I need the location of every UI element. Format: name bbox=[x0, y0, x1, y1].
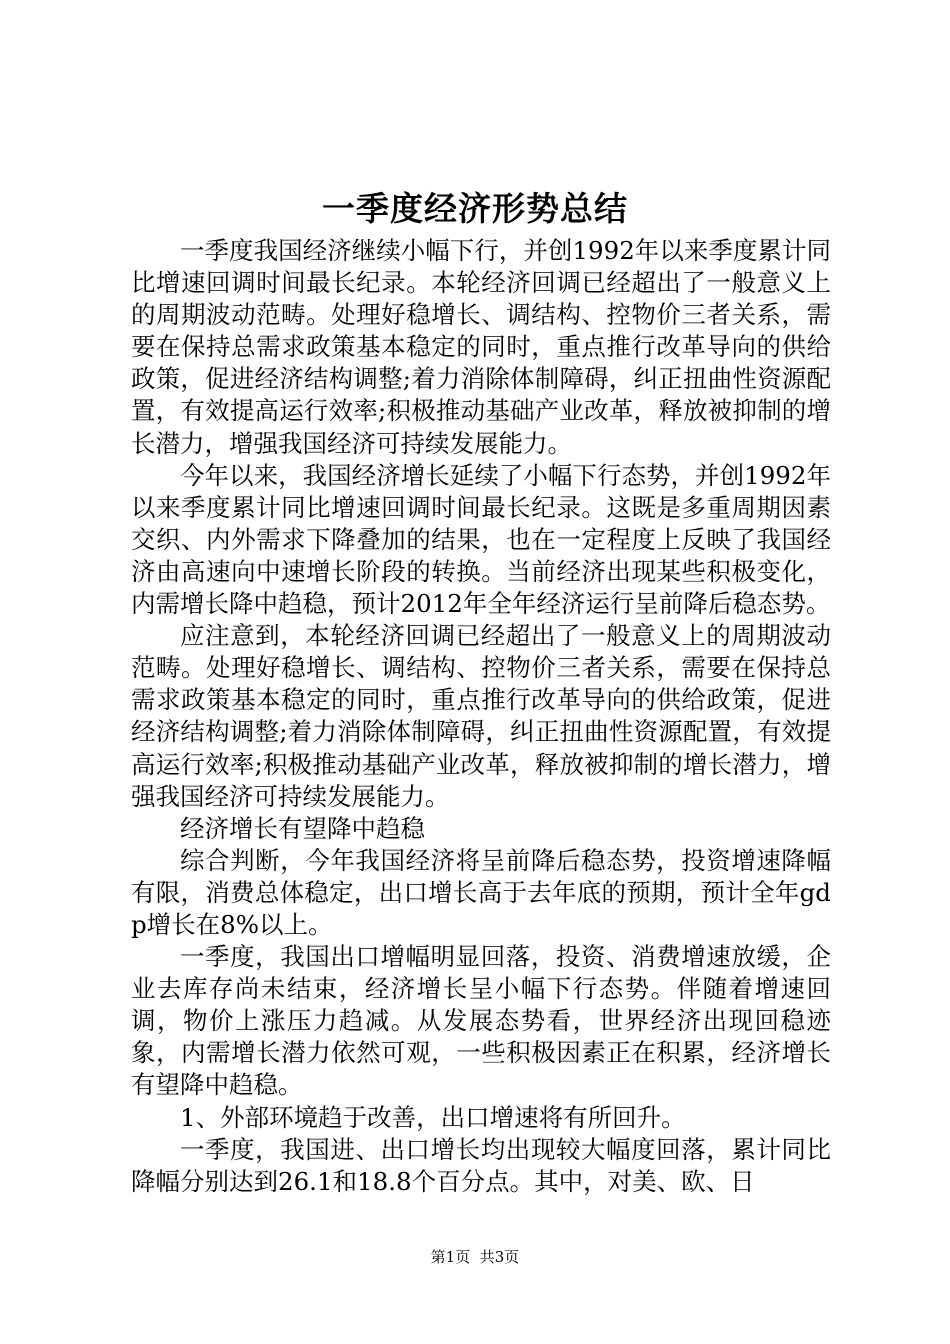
document-body bbox=[131, 235, 831, 1198]
paragraph-3: 应注意到，本轮经济回调已经超出了一般意义上的周期波动范畴。处理好稳增长、调结构、控物价三者关系，需要在保持总需求政策基本稳定的同时，重点推行改革导向的供给政策，促进经济结构调整;着力消除体制障碍，纠正扭曲性资源配置，有效提高运行效率;积极推动基础产业改革，释放被抑制的增长潜力，增强我国经济可持续发展能力。 bbox=[131, 621, 831, 811]
paragraph-6: 一季度，我国进、出口增长均出现较大幅度回落，累计同比降幅分别达到26.1和18.8个百分点。其中，对美、欧、日 bbox=[131, 1134, 831, 1196]
paragraph-1: 一季度我国经济继续小幅下行，并创1992年以来季度累计同比增速回调时间最长纪录。本轮经济回调已经超出了一般意义上的周期波动范畴。处理好稳增长、调结构、控物价三者关系，需要在保持总需求政策基本稳定的同时，重点推行改革导向的供给政策，促进经济结构调整;着力消除体制障碍，纠正扭曲性资源配置，有效提高运行效率;积极推动基础产业改革，释放被抑制的增长潜力，增强我国经济可持续发展能力。 bbox=[131, 236, 831, 458]
document-title: 一季度经济形势总结 bbox=[322, 189, 628, 228]
footer-separator bbox=[470, 1248, 480, 1266]
list-item-1: 1、外部环境趋于改善，出口增速将有所回升。 bbox=[180, 1102, 686, 1132]
page-footer bbox=[0, 1247, 950, 1267]
paragraph-4: 综合判断，今年我国经济将呈前降后稳态势，投资增速降幅有限，消费总体稳定，出口增长高于去年底的预期，预计全年gdp增长在8%以上。 bbox=[131, 845, 831, 939]
section-heading: 经济增长有望降中趋稳 bbox=[180, 813, 425, 843]
paragraph-2: 今年以来，我国经济增长延续了小幅下行态势，并创1992年以来季度累计同比增速回调时间最长纪录。这既是多重周期因素交织、内外需求下降叠加的结果，也在一定程度上反映了我国经济由高速向中速增长阶段的转换。当前经济出现某些积极变化，内需增长降中趋稳，预计2012年全年经济运行呈前降后稳态势。 bbox=[131, 460, 831, 619]
page-total: 共3页 bbox=[479, 1248, 520, 1266]
page-number: 第1页 bbox=[430, 1248, 471, 1266]
paragraph-5: 一季度，我国出口增幅明显回落，投资、消费增速放缓，企业去库存尚未结束，经济增长呈小幅下行态势。伴随着增速回调，物价上涨压力趋减。从发展态势看，世界经济出现回稳迹象，内需增长潜力依然可观，一些积极因素正在积累，经济增长有望降中趋稳。 bbox=[131, 942, 831, 1100]
